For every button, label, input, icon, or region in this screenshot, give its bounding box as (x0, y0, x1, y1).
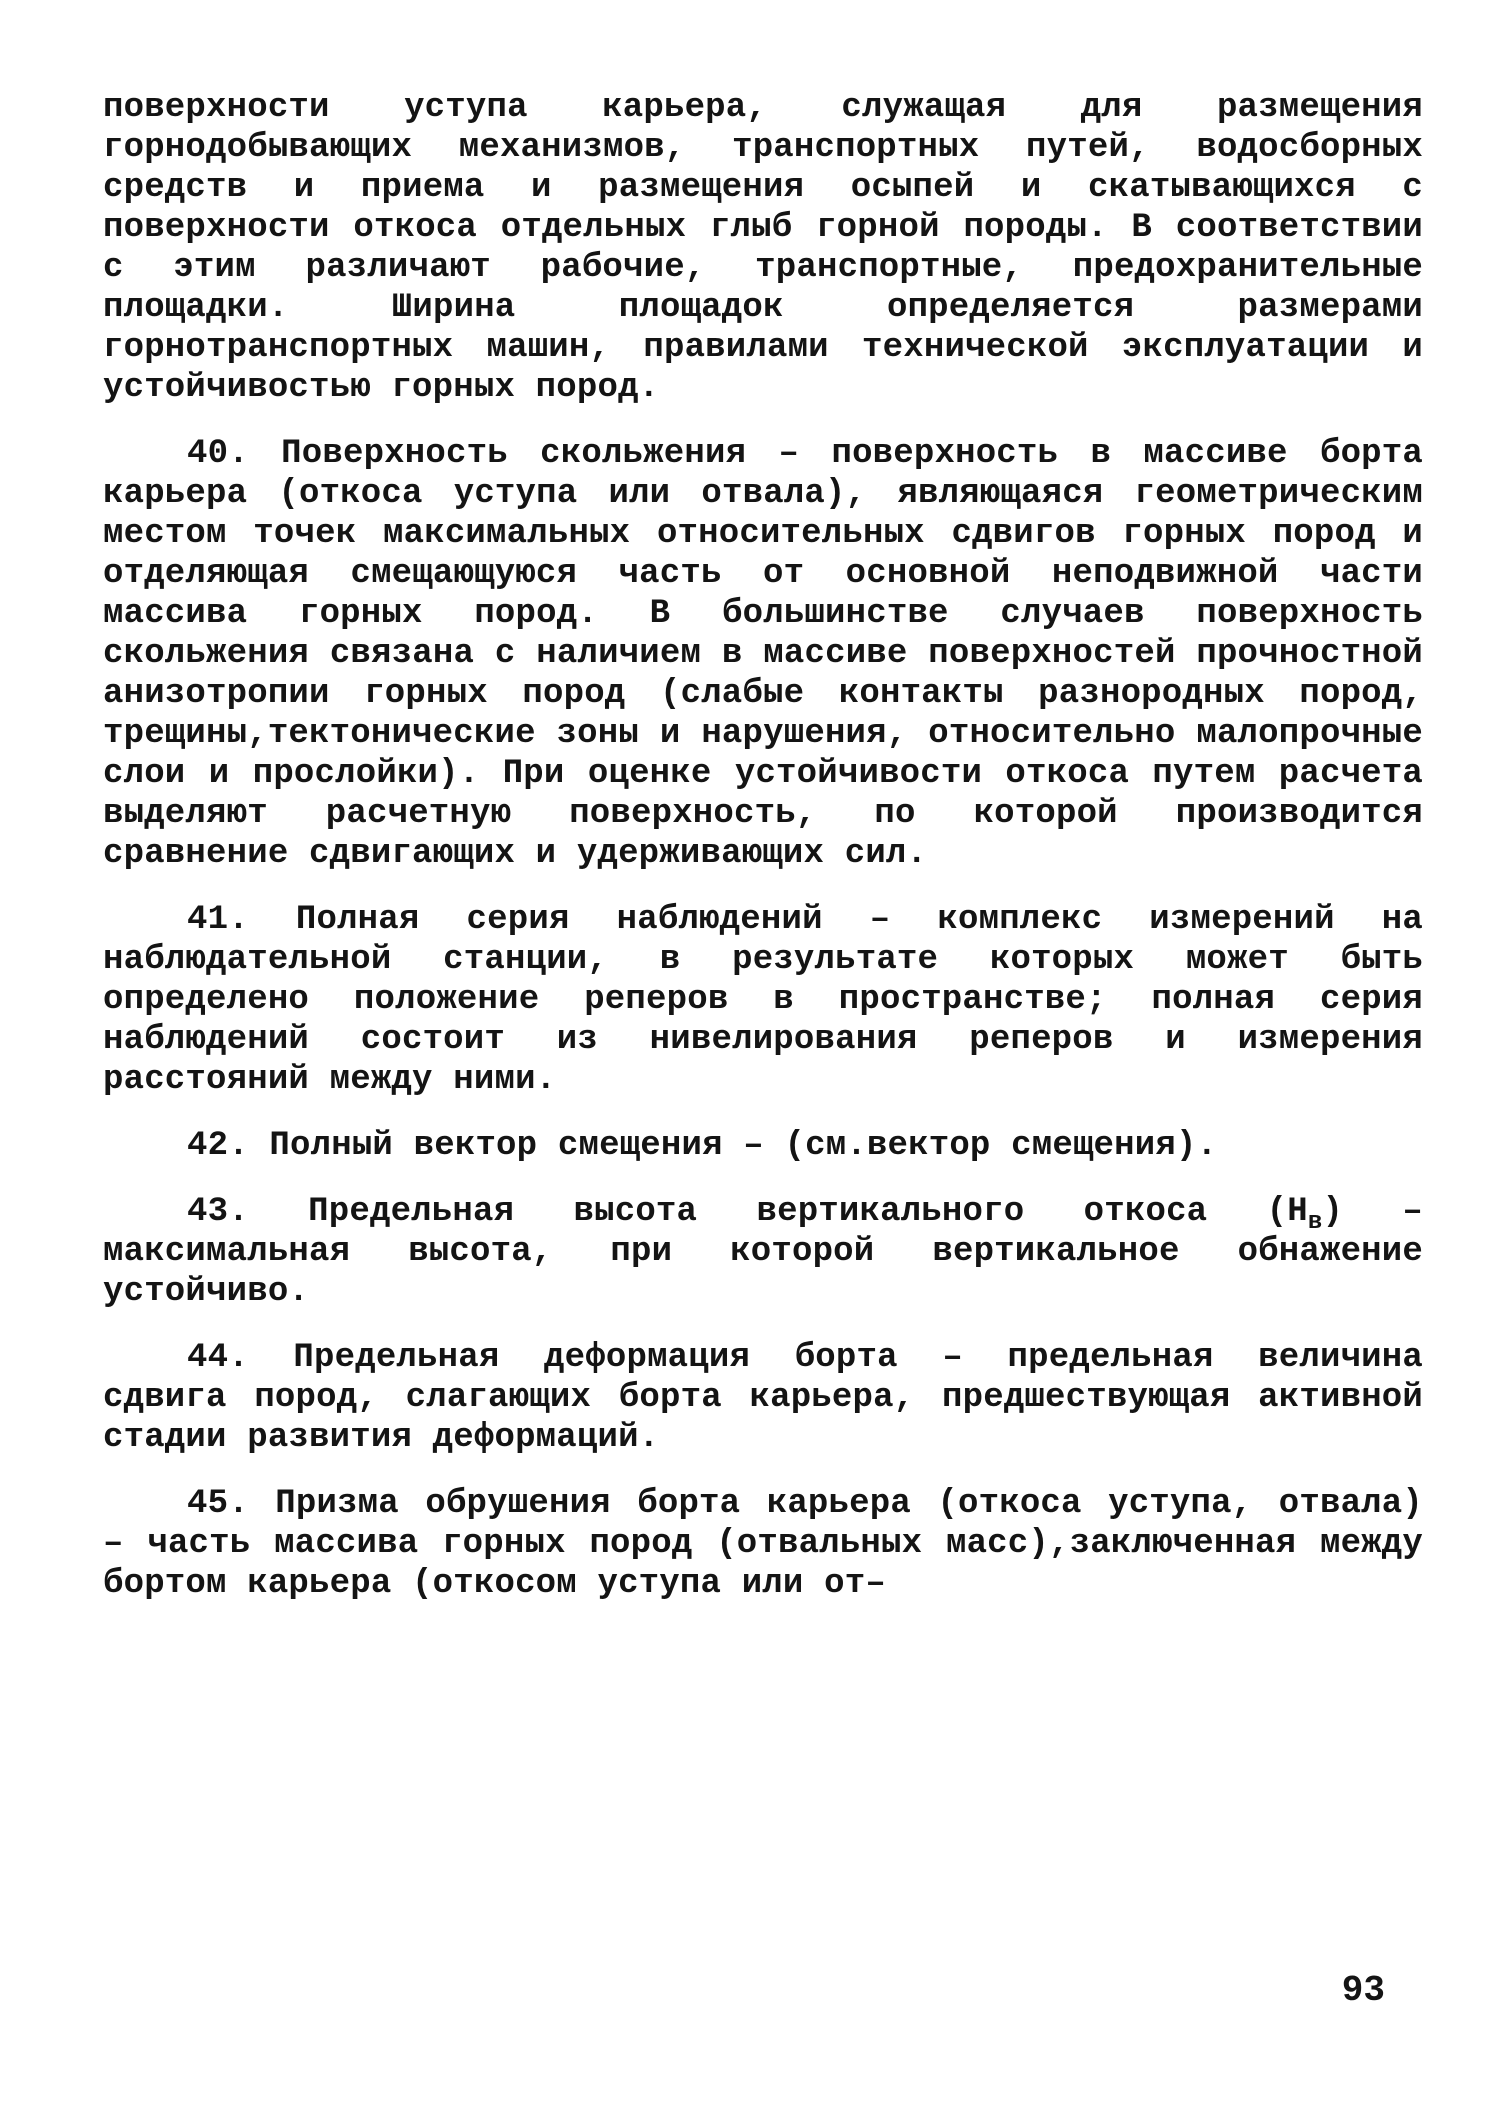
term-43-subscript: в (1307, 1208, 1323, 1236)
paragraph-term-41: 41. Полная серия наблюдений – комплекс измерений на наблюдательной станции, в результате которых может быть определено положение реперов в пространстве; полная серия наблюдений состоит из нивелирования реперов и измерения расстояний между ними. (103, 901, 1423, 1099)
term-43-text-after: ) – максимальная высота, при которой вертикальное обнажение устойчиво. (103, 1193, 1424, 1311)
paragraph-term-43 (103, 1192, 1423, 1312)
document-page (103, 88, 1423, 1604)
paragraph-term-40: 40. Поверхность скольжения – поверхность в массиве борта карьера (откоса уступа или отвала), являющаяся геометрическим местом точек максимальных относительных сдвигов горных пород и отделяющая смещающуюся часть от основной неподвижной части массива горных пород. В большинстве случаев поверхность скольжения связана с наличием в массиве поверхностей прочностной анизотропии горных пород (слабые контакты разнородных пород, трещины,тектонические зоны и нарушения, относительно малопрочные слои и прослойки). При оценке устойчивости откоса путем расчета выделяют расчетную поверхность, по которой производится сравнение сдвигающих и удерживающих сил. (103, 435, 1423, 873)
paragraph-continuation: поверхности уступа карьера, служащая для размещения горнодобывающих механизмов, транспортных путей, водосборных средств и приема и размещения осыпей и скатывающихся с поверхности откоса отдельных глыб горной породы. В соответствии с этим различают рабочие, транспортные, предохранительные площадки. Ширина площадок определяется размерами горнотранспортных машин, правилами технической эксплуатации и устойчивостью горных пород. (103, 89, 1423, 407)
paragraph-term-44: 44. Предельная деформация борта – предельная величина сдвига пород, слагающих борта карьера, предшествующая активной стадии развития деформаций. (103, 1339, 1423, 1457)
term-43-text-before: 43. Предельная высота вертикального откоса (Н (187, 1193, 1308, 1231)
paragraph-term-45: 45. Призма обрушения борта карьера (откоса уступа, отвала) – часть массива горных пород (отвальных масс),заключенная между бортом карьера (откосом уступа или от– (103, 1485, 1423, 1603)
paragraph-term-42: 42. Полный вектор смещения – (см.вектор смещения). (187, 1127, 1218, 1165)
page-number: 93 (1341, 1970, 1385, 2011)
